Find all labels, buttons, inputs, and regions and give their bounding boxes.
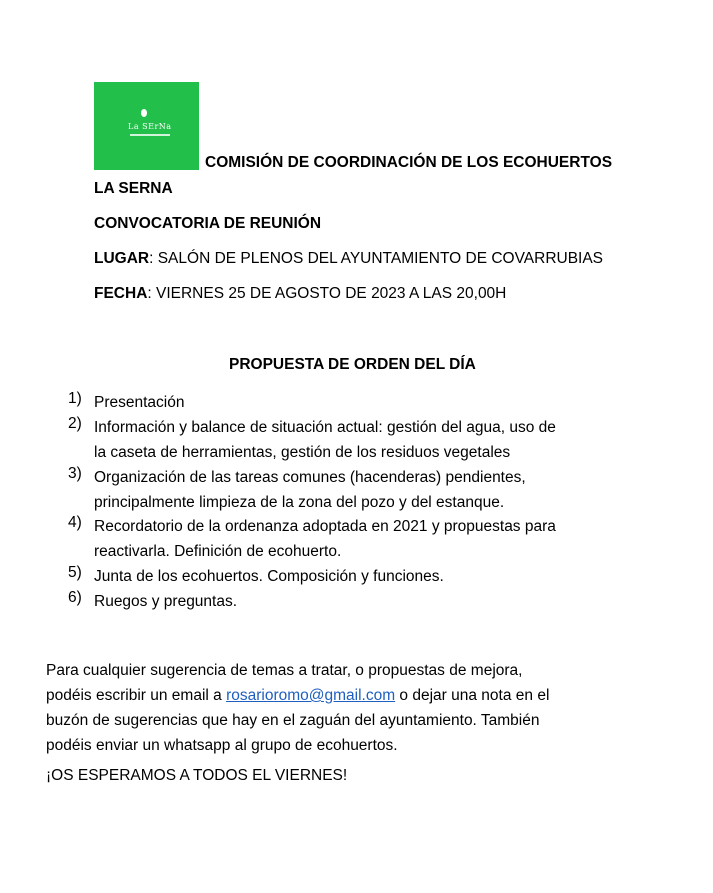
place-label: LUGAR [94,250,150,267]
agenda-heading: PROPUESTA DE ORDEN DEL DÍA [229,356,476,373]
title-line-1: COMISIÓN DE COORDINACIÓN DE LOS ECOHUERTOS [205,154,613,171]
footer-line-text: o dejar una nota en el [395,687,550,704]
email-link[interactable]: rosarioromo@gmail.com [226,687,396,704]
list-item-text [94,390,624,415]
footer-line: Para cualquier sugerencia de temas a tratar, o propuestas de mejora, [46,662,523,679]
place-value: : SALÓN DE PLENOS DEL AYUNTAMIENTO DE COVARRUBIAS [149,250,604,267]
footer-line [46,683,626,708]
list-item-line: Información y balance de situación actual: gestión del agua, uso de [94,419,556,436]
logo-drop-icon [141,109,147,117]
list-item-number: 3) [68,465,82,482]
list-item-line: Ruegos y preguntas. [94,593,238,610]
list-item-line: principalmente limpieza de la zona del pozo y del estanque. [94,494,505,511]
list-item-line: Junta de los ecohuertos. Composición y funciones. [94,568,444,585]
list-item-number: 6) [68,589,82,606]
list-item-line: reactivarla. Definición de ecohuerto. [94,543,342,560]
list-item-number: 4) [68,514,82,531]
list-item-line: Organización de las tareas comunes (hacenderas) pendientes, [94,469,526,486]
subtitle: CONVOCATORIA DE REUNIÓN [94,215,322,232]
list-item-line: Recordatorio de la ordenanza adoptada en 2021 y propuestas para [94,518,556,535]
footer-paragraph [46,658,626,758]
date-row [94,285,506,303]
place-row [94,250,603,268]
date-value: : VIERNES 25 DE AGOSTO DE 2023 A LAS 20,00H [147,285,507,302]
list-item-text [94,415,624,465]
list-item-text [94,589,624,614]
list-item-text [94,564,624,589]
logo-text: La SErNa [128,122,172,131]
footer-line-text: podéis escribir un email a [46,687,227,704]
list-item-number: 2) [68,415,82,432]
footer-line: buzón de sugerencias que hay en el zaguán del ayuntamiento. También [46,712,540,729]
date-label: FECHA [94,285,148,302]
logo [94,82,199,170]
list-item-line: Presentación [94,394,185,411]
title-line-2: LA SERNA [94,180,173,197]
list-item-number: 5) [68,564,82,581]
logo-underline [130,134,170,136]
list-item-text [94,514,624,564]
list-item-text [94,465,624,515]
closing-line: ¡OS ESPERAMOS A TODOS EL VIERNES! [46,767,348,784]
footer-line: podéis enviar un whatsapp al grupo de ecohuertos. [46,737,398,754]
list-item-line: la caseta de herramientas, gestión de los residuos vegetales [94,444,511,461]
list-item-number: 1) [68,390,82,407]
